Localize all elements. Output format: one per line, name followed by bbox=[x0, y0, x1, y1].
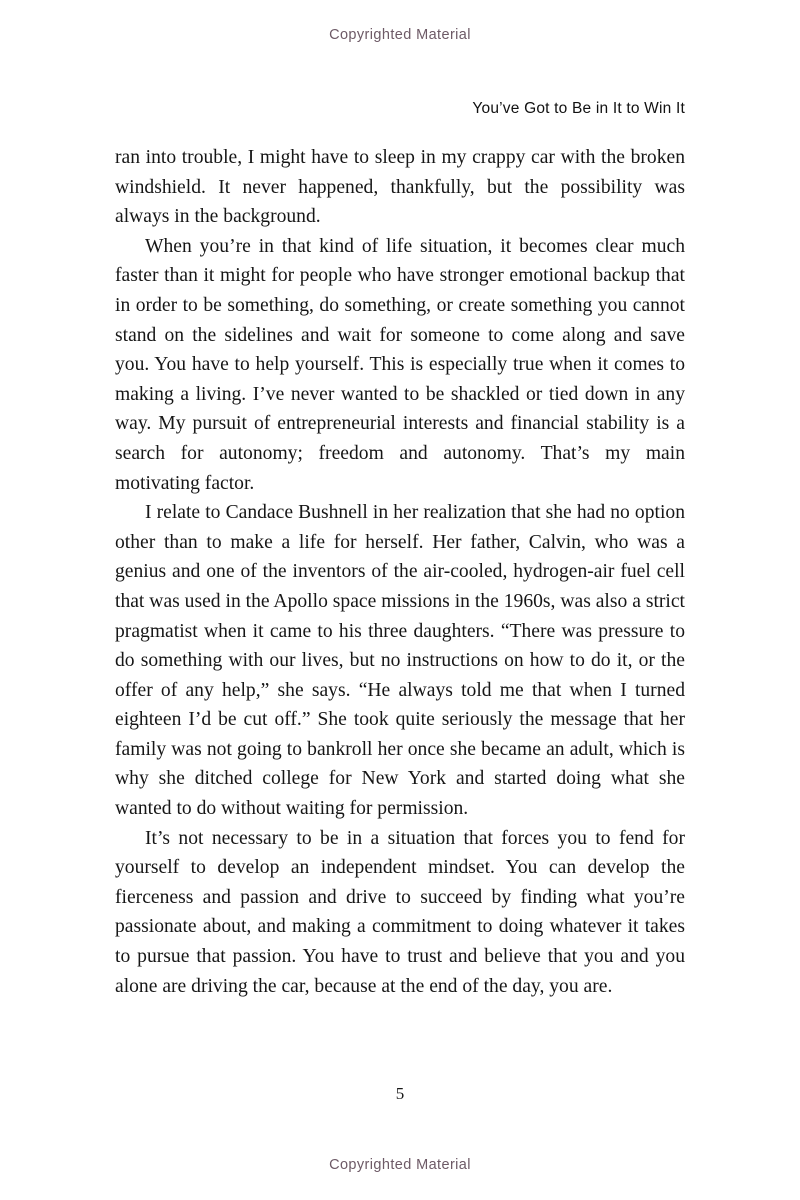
copyright-notice-top: Copyrighted Material bbox=[329, 27, 471, 43]
body-paragraph: When you’re in that kind of life situation, it becomes clear much faster than it might for people who have stronger emotional backup that in order to be something, do something, or create something you cannot stand on the sidelines and wait for someone to come along and save you. You have to help yourself. This is especially true when it comes to making a living. I’ve never wanted to be shackled or tied down in any way. My pursuit of entrepreneurial interests and financial stability is a search for autonomy; freedom and autonomy. That’s my main motivating factor. bbox=[115, 235, 685, 494]
body-paragraph: ran into trouble, I might have to sleep in my crappy car with the broken windshield. It never happened, thankfully, but the possibility was always in the background. bbox=[115, 147, 685, 228]
body-text bbox=[115, 143, 685, 1001]
copyright-notice-bottom: Copyrighted Material bbox=[329, 1157, 471, 1173]
page-number: 5 bbox=[395, 1084, 405, 1103]
body-paragraph: I relate to Candace Bushnell in her realization that she had no option other than to make a life for herself. Her father, Calvin, who was a genius and one of the inventors of the air-cooled, hydrogen-air fuel cell that was used in the Apollo space missions in the 1960s, was also a strict pragmatist when it came to his three daughters. “There was pressure to do something with our lives, but no instructions on how to do it, or the offer of any help,” she says. “He always told me that when I turned eighteen I’d be cut off.” She took quite seriously the message that her family was not going to bankroll her once she became an adult, which is why she ditched college for New York and started doing what she wanted to do without waiting for permission. bbox=[115, 502, 685, 820]
running-head: You’ve Got to Be in It to Win It bbox=[472, 100, 685, 117]
body-paragraph: It’s not necessary to be in a situation that forces you to fend for yourself to develop an independent mindset. You can develop the fierceness and passion and drive to succeed by finding what you’re passionate about, and making a commitment to doing whatever it takes to pursue that passion. You have to trust and believe that you and you alone are driving the car, because at the end of the day, you are. bbox=[115, 827, 685, 997]
